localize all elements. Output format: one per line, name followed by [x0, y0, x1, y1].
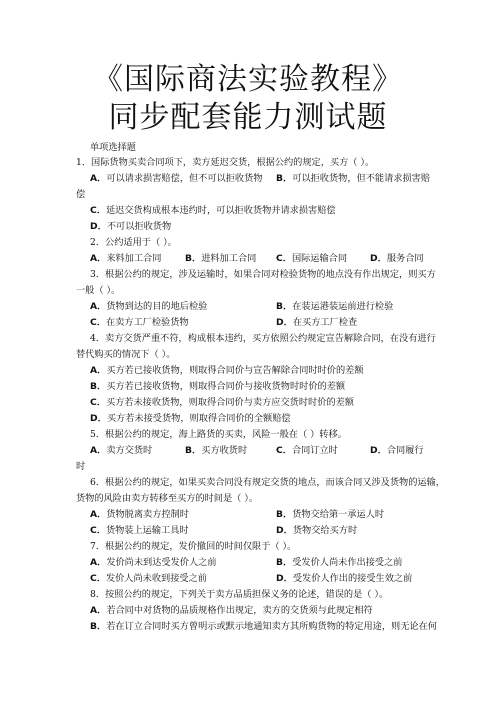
question-1-option-a: A．可以请求损害赔偿，但不可以拒收货物 — [90, 173, 263, 184]
question-1-option-c: C．延迟交货构成根本违约时，可以拒收货物并请求损害赔偿 — [90, 205, 336, 216]
question-4-stem: 4．卖方交货严重不符，构成根本违约，买方依照公约规定宣告解除合同，在没有进行 — [90, 333, 436, 344]
question-4-option-c: C．买方若未接收货物，则取得合同价与卖方应交货时时价的差额 — [90, 397, 354, 408]
question-7-stem: 7．根据公约的规定，发价撤回的时间仅限于（ ）。 — [90, 541, 297, 552]
question-4-option-a: A．买方若已接收货物，则取得合同价与宣告解除合同时时价的差额 — [90, 365, 364, 376]
question-2-stem: 2．公约适用于（ ）。 — [90, 237, 177, 248]
question-2-option-a: A．来料加工合同 — [90, 253, 162, 264]
question-3-option-a: A．货物到达的目的地后检验 — [90, 301, 208, 312]
question-1-option-b: B．可以拒收货物，但不能请求损害赔 — [276, 173, 431, 184]
question-6-option-b: B．货物交给第一承运人时 — [276, 509, 385, 520]
question-4-stem-cont: 替代购买的情况下（ ）。 — [76, 349, 176, 360]
question-1-option-d: D．不可以拒收货物 — [90, 221, 172, 232]
question-2-option-c: C．国际运输合同 — [276, 253, 348, 264]
question-3-stem: 3．根据公约的规定，涉及运输时，如果合同对检验货物的地点没有作出规定，则买方 — [90, 269, 436, 280]
question-1-option-b-cont: 偿 — [76, 189, 86, 200]
question-1-stem: 1．国际货物买卖合同项下，卖方延迟交货，根据公约的规定，买方（ ）。 — [76, 157, 375, 168]
document-title-line-1: 《国际商法实验教程》 — [93, 62, 403, 97]
question-4-option-d: D．买方若未接受货物，则取得合同价的全额赔偿 — [90, 413, 291, 424]
question-3-option-c: C．在卖方工厂检验货物 — [90, 317, 189, 328]
question-5-option-a: A．卖方交货时 — [90, 445, 153, 456]
question-8-stem: 8．按照公约的规定，下列关于卖方品质担保义务的论述，错误的是（ ）。 — [90, 589, 389, 600]
question-4-option-b: B．买方若已接收货物，则取得合同价与接收货物时时价的差额 — [90, 381, 346, 392]
question-8-option-b: B．若在订立合同时买方曾明示或默示地通知卖方其所购货物的特定用途，则无论在何 — [90, 621, 437, 632]
document-title-line-2: 同步配套能力测试题 — [108, 100, 388, 135]
question-5-option-c: C．合同订立时 — [276, 445, 338, 456]
question-7-option-d: D．受发价人作出的接受生效之前 — [276, 573, 413, 584]
question-7-option-a: A．发价尚未到达受发价人之前 — [90, 557, 217, 568]
question-6-stem-cont: 货物的风险由卖方转移至买方的时间是（ ）。 — [76, 493, 259, 504]
question-3-stem-cont: 一般（ ）。 — [76, 285, 121, 296]
question-2-option-d: D．服务合同 — [370, 253, 424, 264]
question-2-option-b: B．进料加工合同 — [185, 253, 257, 264]
question-8-option-a: A．若合同中对货物的品质规格作出规定，卖方的交货须与此规定相符 — [90, 605, 373, 616]
question-5-stem: 5．根据公约的规定，海上路货的买卖，风险一般在（ ）转移。 — [90, 429, 347, 440]
question-6-option-c: C．货物装上运输工具时 — [90, 525, 189, 536]
question-5-option-b: B．买方收货时 — [185, 445, 248, 456]
question-6-stem: 6．根据公约的规定，如果买卖合同没有规定交货的地点，而该合同又涉及货物的运输， — [90, 477, 445, 488]
question-3-option-b: B．在装运港装运前进行检验 — [276, 301, 394, 312]
question-7-option-c: C．发价人尚未收到接受之前 — [90, 573, 207, 584]
question-5-option-d: D．合同履行 — [370, 445, 424, 456]
question-6-option-d: D．货物交给买方时 — [276, 525, 358, 536]
question-6-option-a: A．货物脱离卖方控制时 — [90, 509, 189, 520]
question-7-option-b: B．受发价人尚未作出接受之前 — [276, 557, 403, 568]
question-3-option-d: D．在买方工厂检查 — [276, 317, 358, 328]
section-heading: 单项选择题 — [90, 142, 136, 153]
question-5-option-d-cont: 时 — [76, 461, 86, 472]
